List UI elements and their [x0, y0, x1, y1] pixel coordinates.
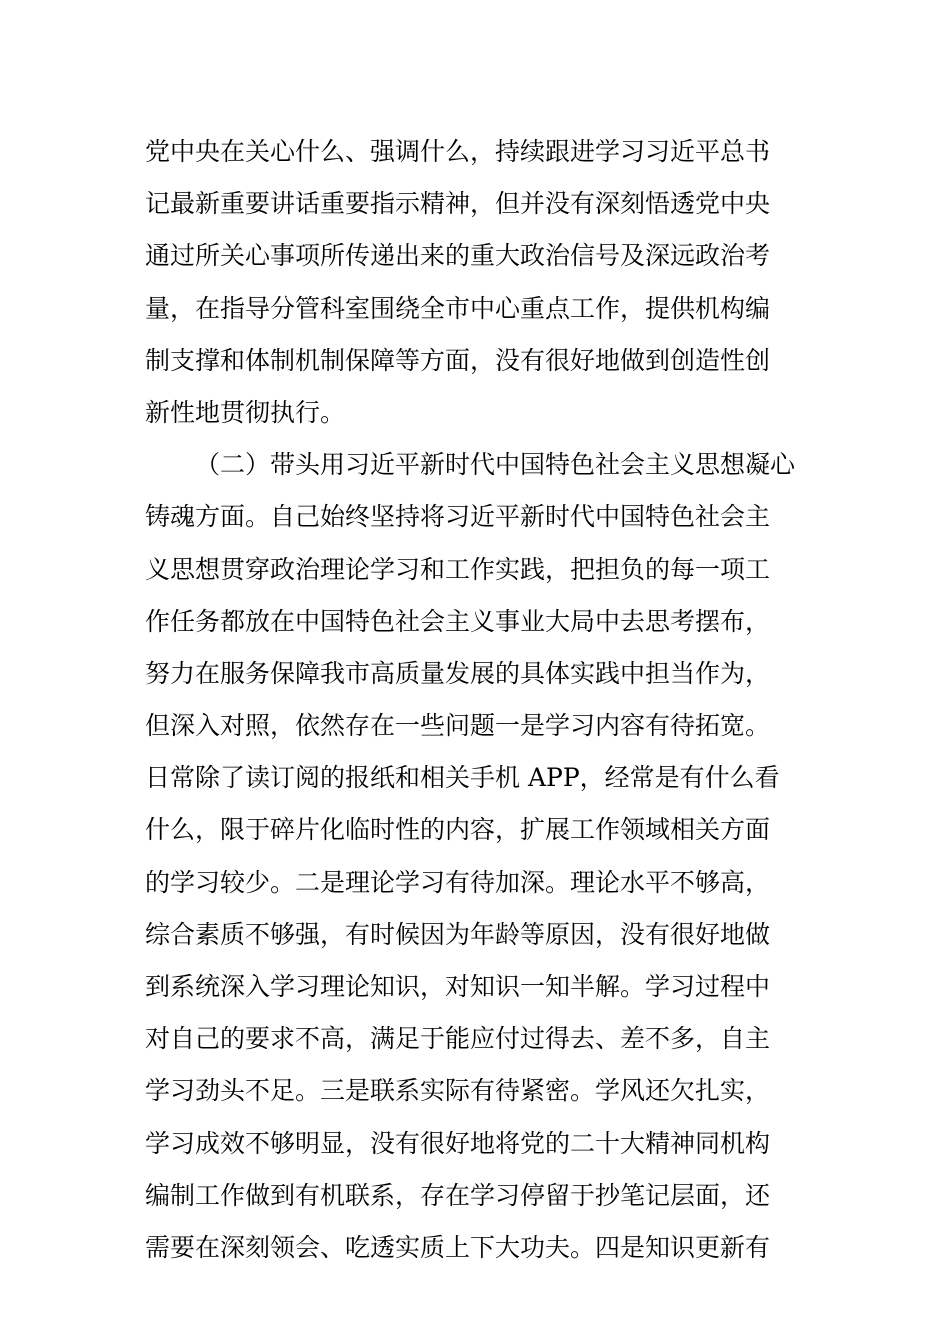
text-line: 努力在服务保障我市高质量发展的具体实践中担当作为，: [145, 658, 771, 688]
text-line: 的学习较少。二是理论学习有待加深。理论水平不够高，: [145, 867, 771, 897]
text-line: 日常除了读订阅的报纸和相关手机 APP，经常是有什么看: [145, 763, 780, 793]
text-line: 作任务都放在中国特色社会主义事业大局中去思考摆布，: [145, 606, 771, 636]
text-line: 需要在深刻领会、吃透实质上下大功夫。四是知识更新有: [145, 1232, 771, 1262]
text-line: 记最新重要讲话重要指示精神，但并没有深刻悟透党中央: [145, 189, 771, 219]
text-line: 学习劲头不足。三是联系实际有待紧密。学风还欠扎实，: [145, 1076, 771, 1106]
text-line: 量，在指导分管科室围绕全市中心重点工作，提供机构编: [145, 293, 771, 323]
document-body: [145, 126, 810, 1274]
text-line: 综合素质不够强，有时候因为年龄等原因，没有很好地做: [145, 919, 771, 949]
text-line: 学习成效不够明显，没有很好地将党的二十大精神同机构: [145, 1128, 771, 1158]
text-line: 编制工作做到有机联系，存在学习停留于抄笔记层面，还: [145, 1180, 771, 1210]
text-line: 党中央在关心什么、强调什么，持续跟进学习习近平总书: [145, 137, 771, 166]
text-line: 义思想贯穿政治理论学习和工作实践，把担负的每一项工: [145, 554, 771, 584]
text-line: 铸魂方面。自己始终坚持将习近平新时代中国特色社会主: [145, 502, 771, 532]
text-line: 新性地贯彻执行。: [145, 397, 346, 427]
text-line: 到系统深入学习理论知识，对知识一知半解。学习过程中: [145, 972, 771, 1001]
text-line: 对自己的要求不高，满足于能应付过得去、差不多，自主: [145, 1024, 771, 1054]
section-heading-line: （二）带头用习近平新时代中国特色社会主义思想凝心: [195, 450, 796, 480]
text-line: 什么，限于碎片化临时性的内容，扩展工作领域相关方面: [145, 815, 771, 845]
text-line: 制支撑和体制机制保障等方面，没有很好地做到创造性创: [145, 345, 771, 375]
text-line: 但深入对照，依然存在一些问题一是学习内容有待拓宽。: [145, 711, 771, 741]
text-line: 通过所关心事项所传递出来的重大政治信号及深远政治考: [145, 241, 771, 271]
